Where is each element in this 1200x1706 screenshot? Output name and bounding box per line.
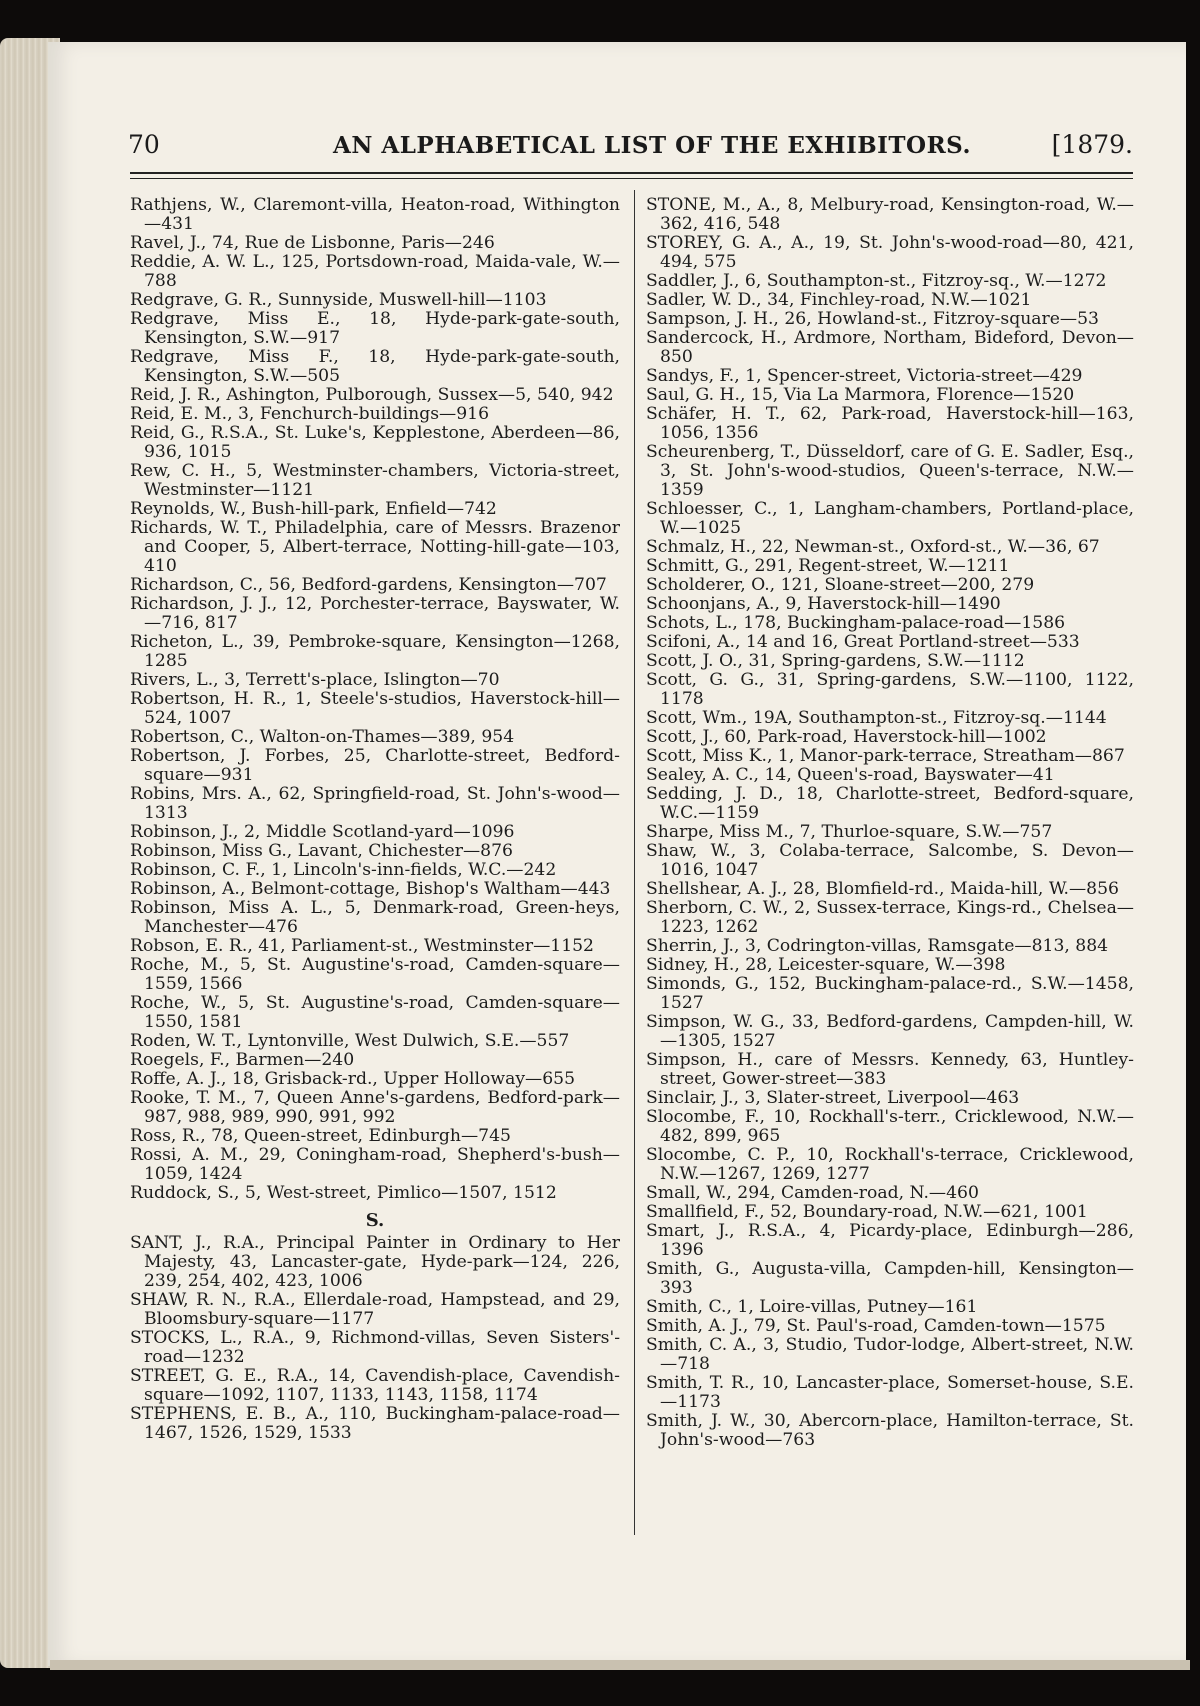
- header-rule: [130, 172, 1133, 174]
- exhibitor-entry: Ross, R., 78, Queen-street, Edinburgh—745: [130, 1126, 511, 1146]
- exhibitor-entry: Sadler, W. D., 34, Finchley-road, N.W.—1021: [646, 290, 1032, 310]
- exhibitor-entry: Roche, W., 5, St. Augustine's-road, Camden-square—1550, 1581: [130, 993, 620, 1032]
- page-header: [128, 126, 1133, 170]
- exhibitor-entry: Reynolds, W., Bush-hill-park, Enfield—742: [130, 499, 497, 519]
- exhibitor-entry: SHAW, R. N., R.A., Ellerdale-road, Hampstead, and 29, Bloomsbury-square—1177: [130, 1290, 620, 1329]
- exhibitor-entry: Sedding, J. D., 18, Charlotte-street, Bedford-square, W.C.—1159: [646, 784, 1134, 823]
- exhibitor-entry: Smith, A. J., 79, St. Paul's-road, Camden-town—1575: [646, 1316, 1106, 1336]
- exhibitor-entry: Simonds, G., 152, Buckingham-palace-rd., S.W.—1458, 1527: [646, 974, 1134, 1013]
- exhibitor-entry: Smith, C., 1, Loire-villas, Putney—161: [646, 1297, 978, 1317]
- exhibitor-entry: Reid, J. R., Ashington, Pulborough, Sussex—5, 540, 942: [130, 385, 614, 405]
- exhibitor-entry: Sandercock, H., Ardmore, Northam, Bideford, Devon—850: [646, 328, 1134, 367]
- exhibitor-entry: Roegels, F., Barmen—240: [130, 1050, 355, 1070]
- exhibitor-entry: Sampson, J. H., 26, Howland-st., Fitzroy-square—53: [646, 309, 1099, 329]
- exhibitor-entry: Smith, G., Augusta-villa, Campden-hill, Kensington—393: [646, 1259, 1134, 1298]
- exhibitor-entry: Schäfer, H. T., 62, Park-road, Haverstock-hill—163, 1056, 1356: [646, 404, 1134, 443]
- exhibitor-entry: Rooke, T. M., 7, Queen Anne's-gardens, Bedford-park—987, 988, 989, 990, 991, 992: [130, 1088, 620, 1127]
- exhibitor-entry: Richardson, C., 56, Bedford-gardens, Kensington—707: [130, 575, 607, 595]
- exhibitor-entry: Sealey, A. C., 14, Queen's-road, Bayswater—41: [646, 765, 1055, 785]
- exhibitor-entry: Rathjens, W., Claremont-villa, Heaton-road, Withington—431: [130, 195, 620, 234]
- exhibitor-entry: Sharpe, Miss M., 7, Thurloe-square, S.W.—757: [646, 822, 1053, 842]
- page-number: 70: [128, 130, 160, 159]
- exhibitor-entry: Scholderer, O., 121, Sloane-street—200, 279: [646, 575, 1035, 595]
- exhibitor-entry: Redgrave, Miss E., 18, Hyde-park-gate-south, Kensington, S.W.—917: [130, 309, 620, 348]
- exhibitor-entry: Scott, J., 60, Park-road, Haverstock-hill—1002: [646, 727, 1047, 747]
- exhibitor-entry: Smallfield, F., 52, Boundary-road, N.W.—621, 1001: [646, 1202, 1088, 1222]
- exhibitor-entry: Robins, Mrs. A., 62, Springfield-road, St. John's-wood—1313: [130, 784, 620, 823]
- exhibitor-entry: Smith, T. R., 10, Lancaster-place, Somerset-house, S.E.—1173: [646, 1373, 1134, 1412]
- exhibitor-entry: Scifoni, A., 14 and 16, Great Portland-street—533: [646, 632, 1080, 652]
- exhibitor-entry: Sinclair, J., 3, Slater-street, Liverpool—463: [646, 1088, 1020, 1108]
- exhibitor-entry: Smart, J., R.S.A., 4, Picardy-place, Edinburgh—286, 1396: [646, 1221, 1134, 1260]
- exhibitor-entry: STONE, M., A., 8, Melbury-road, Kensington-road, W.—362, 416, 548: [646, 195, 1134, 234]
- exhibitor-entry: Scott, Wm., 19A, Southampton-st., Fitzroy-sq.—1144: [646, 708, 1107, 728]
- exhibitor-entry: Smith, J. W., 30, Abercorn-place, Hamilton-terrace, St. John's-wood—763: [646, 1411, 1134, 1450]
- exhibitor-entry: Robinson, J., 2, Middle Scotland-yard—1096: [130, 822, 515, 842]
- exhibitor-entry: Sherborn, C. W., 2, Sussex-terrace, Kings-rd., Chelsea—1223, 1262: [646, 898, 1134, 937]
- exhibitor-entry: Robinson, C. F., 1, Lincoln's-inn-fields, W.C.—242: [130, 860, 557, 880]
- exhibitor-entry: Reddie, A. W. L., 125, Portsdown-road, Maida-vale, W.—788: [130, 252, 620, 291]
- exhibitor-entry: Ravel, J., 74, Rue de Lisbonne, Paris—246: [130, 233, 495, 253]
- left-column: [130, 196, 620, 1443]
- exhibitor-entry: Robinson, A., Belmont-cottage, Bishop's Waltham—443: [130, 879, 611, 899]
- year-label: [1879.: [1051, 130, 1133, 159]
- exhibitor-entry: Smith, C. A., 3, Studio, Tudor-lodge, Albert-street, N.W.—718: [646, 1335, 1134, 1374]
- exhibitor-entry: Reid, E. M., 3, Fenchurch-buildings—916: [130, 404, 490, 424]
- entries-r-list: [130, 196, 620, 1203]
- exhibitor-entry: Schoonjans, A., 9, Haverstock-hill—1490: [646, 594, 1001, 614]
- exhibitor-entry: Saul, G. H., 15, Via La Marmora, Florence—1520: [646, 385, 1075, 405]
- exhibitor-entry: Scott, J. O., 31, Spring-gardens, S.W.—1112: [646, 651, 1025, 671]
- exhibitor-entry: Roffe, A. J., 18, Grisback-rd., Upper Holloway—655: [130, 1069, 576, 1089]
- exhibitor-entry: Shellshear, A. J., 28, Blomfield-rd., Maida-hill, W.—856: [646, 879, 1119, 899]
- exhibitor-entry: Redgrave, Miss F., 18, Hyde-park-gate-south, Kensington, S.W.—505: [130, 347, 620, 386]
- exhibitor-entry: Simpson, W. G., 33, Bedford-gardens, Campden-hill, W.—1305, 1527: [646, 1012, 1134, 1051]
- exhibitor-entry: Shaw, W., 3, Colaba-terrace, Salcombe, S. Devon—1016, 1047: [646, 841, 1134, 880]
- exhibitor-entry: Scott, G. G., 31, Spring-gardens, S.W.—1100, 1122, 1178: [646, 670, 1134, 709]
- right-column: [646, 196, 1134, 1450]
- exhibitor-entry: Scott, Miss K., 1, Manor-park-terrace, Streatham—867: [646, 746, 1125, 766]
- page-bottom-edge: [50, 1660, 1190, 1670]
- exhibitor-entry: Robertson, C., Walton-on-Thames—389, 954: [130, 727, 515, 747]
- header-rule-thin: [130, 178, 1133, 179]
- exhibitor-entry: Saddler, J., 6, Southampton-st., Fitzroy-sq., W.—1272: [646, 271, 1107, 291]
- exhibitor-entry: Robertson, H. R., 1, Steele's-studios, Haverstock-hill—524, 1007: [130, 689, 620, 728]
- exhibitor-entry: Richeton, L., 39, Pembroke-square, Kensington—1268, 1285: [130, 632, 620, 671]
- exhibitor-entry: SANT, J., R.A., Principal Painter in Ordinary to Her Majesty, 43, Lancaster-gate, Hyde-park—124, 226, 239, 254, 402, 423, 1006: [130, 1233, 620, 1291]
- exhibitor-entry: Redgrave, G. R., Sunnyside, Muswell-hill—1103: [130, 290, 547, 310]
- exhibitor-entry: STOREY, G. A., A., 19, St. John's-wood-road—80, 421, 494, 575: [646, 233, 1134, 272]
- exhibitor-entry: Slocombe, C. P., 10, Rockhall's-terrace, Cricklewood, N.W.—1267, 1269, 1277: [646, 1145, 1134, 1184]
- exhibitor-entry: Roche, M., 5, St. Augustine's-road, Camden-square—1559, 1566: [130, 955, 620, 994]
- section-letter-s: S.: [365, 1210, 385, 1231]
- exhibitor-entry: Sherrin, J., 3, Codrington-villas, Ramsgate—813, 884: [646, 936, 1109, 956]
- exhibitor-entry: Sandys, F., 1, Spencer-street, Victoria-street—429: [646, 366, 1083, 386]
- exhibitor-entry: Simpson, H., care of Messrs. Kennedy, 63, Huntley-street, Gower-street—383: [646, 1050, 1134, 1089]
- exhibitor-entry: Schmalz, H., 22, Newman-st., Oxford-st., W.—36, 67: [646, 537, 1100, 557]
- exhibitor-entry: Small, W., 294, Camden-road, N.—460: [646, 1183, 979, 1203]
- exhibitor-entry: Roden, W. T., Lyntonville, West Dulwich, S.E.—557: [130, 1031, 570, 1051]
- running-title: AN ALPHABETICAL LIST OF THE EXHIBITORS.: [333, 132, 971, 159]
- column-divider: [634, 190, 635, 1535]
- entries-s-list: [130, 1234, 620, 1443]
- exhibitor-entry: Ruddock, S., 5, West-street, Pimlico—1507, 1512: [130, 1183, 557, 1203]
- exhibitor-entry: STEPHENS, E. B., A., 110, Buckingham-palace-road—1467, 1526, 1529, 1533: [130, 1404, 620, 1443]
- exhibitor-entry: Schmitt, G., 291, Regent-street, W.—1211: [646, 556, 1010, 576]
- exhibitor-entry: Schloesser, C., 1, Langham-chambers, Portland-place, W.—1025: [646, 499, 1134, 538]
- exhibitor-entry: Schots, L., 178, Buckingham-palace-road—1586: [646, 613, 1066, 633]
- exhibitor-entry: Robson, E. R., 41, Parliament-st., Westminster—1152: [130, 936, 594, 956]
- exhibitor-entry: Rivers, L., 3, Terrett's-place, Islington—70: [130, 670, 500, 690]
- exhibitor-entry: Rossi, A. M., 29, Coningham-road, Shepherd's-bush—1059, 1424: [130, 1145, 620, 1184]
- exhibitor-entry: Slocombe, F., 10, Rockhall's-terr., Cricklewood, N.W.—482, 899, 965: [646, 1107, 1134, 1146]
- entries-right-list: [646, 196, 1134, 1450]
- exhibitor-entry: Robertson, J. Forbes, 25, Charlotte-street, Bedford-square—931: [130, 746, 620, 785]
- exhibitor-entry: Reid, G., R.S.A., St. Luke's, Kepplestone, Aberdeen—86, 936, 1015: [130, 423, 620, 462]
- exhibitor-entry: Richards, W. T., Philadelphia, care of Messrs. Brazenor and Cooper, 5, Albert-terrace, Notting-hill-gate—103, 410: [130, 518, 620, 576]
- exhibitor-entry: Rew, C. H., 5, Westminster-chambers, Victoria-street, Westminster—1121: [130, 461, 620, 500]
- exhibitor-entry: Sidney, H., 28, Leicester-square, W.—398: [646, 955, 1006, 975]
- exhibitor-entry: STREET, G. E., R.A., 14, Cavendish-place, Cavendish-square—1092, 1107, 1133, 1143, 1158, 1174: [130, 1366, 620, 1405]
- exhibitor-entry: STOCKS, L., R.A., 9, Richmond-villas, Seven Sisters'-road—1232: [130, 1328, 620, 1367]
- exhibitor-entry: Richardson, J. J., 12, Porchester-terrace, Bayswater, W.—716, 817: [130, 594, 620, 633]
- exhibitor-entry: Robinson, Miss A. L., 5, Denmark-road, Green-heys, Manchester—476: [130, 898, 620, 937]
- exhibitor-entry: Robinson, Miss G., Lavant, Chichester—876: [130, 841, 513, 861]
- exhibitor-entry: Scheurenberg, T., Düsseldorf, care of G. E. Sadler, Esq., 3, St. John's-wood-studios, Queen's-terrace, N.W.—1359: [646, 442, 1134, 500]
